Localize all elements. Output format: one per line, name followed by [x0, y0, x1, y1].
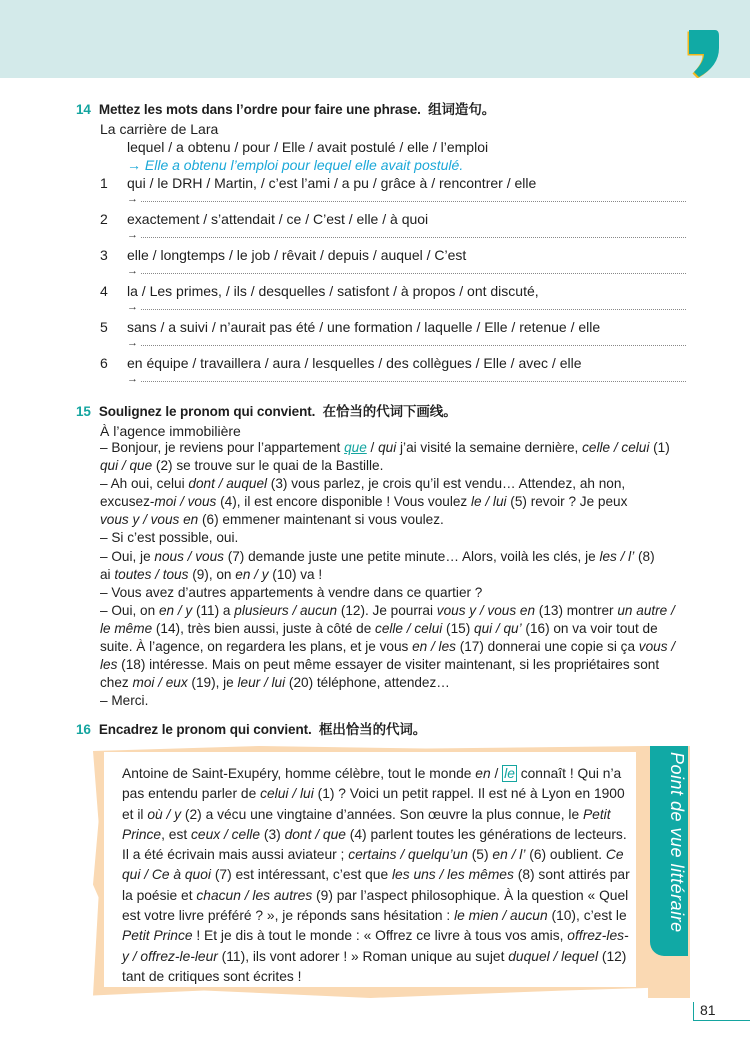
choice[interactable]: dont / auquel [188, 476, 268, 492]
exercise-instruction: Encadrez le pronom qui convient. [98, 722, 312, 737]
item-words: elle / longtemps / le job / rêvait / depuis / auquel / C’est [127, 247, 467, 263]
exercise-15-title [76, 400, 457, 420]
exercise-number: 14 [76, 102, 91, 117]
exercise-instruction-zh: 框出恰当的代词。 [318, 722, 427, 737]
choice[interactable]: en / les [412, 639, 456, 655]
choice[interactable]: nous / vous [154, 548, 224, 564]
answer-field[interactable] [127, 265, 687, 277]
choice[interactable]: qui / qu’ [474, 620, 522, 636]
choice[interactable]: duquel / lequel [508, 948, 599, 964]
dialog-text: – Bonjour, je reviens pour l’appartement que / qui j’ai visité la semaine dernière, celle / celui (1) qui / que (2) se trouve sur le quai de la Bastille. – Ah oui, celui dont / auquel (3) vous parlez, je crois qu’il est vendu… Attendez, ah non, excusez-moi / vous (4), il est encore disponible ! Vous voulez le / lui (5) revoir ? Je peux vous y / vous en (6) emmener maintenant si vous voulez. – Si c’est possible, oui. – Oui, je nous / vous (7) demande juste une petite minute… Alors, voilà les clés, je les / l’ (8) ai toutes / tous (9), on en / y (10) va ! – Vous avez d’autres appartements à vendre dans ce quartier ? – Oui, on en / y (11) a plusieurs / aucun (12). Je pourrai vous y / vous en (13) montrer un autre / le même (14), très bien aussi, juste à côté de celle / celui (15) qui / qu’ (16) on va voir tout de suite. À l’agence, on regardera les plans, et je vous en / les (17) donnerai une copie si ça vous / les (18) intéresse. Mais on peut même essayer de visiter maintenant, si les propriétaires sont chez moi / eux (19), je leur / lui (20) téléphone, attendez… – Merci. [100, 440, 676, 709]
underlined-answer[interactable]: que [344, 440, 367, 455]
exercise-14-subtitle: La carrière de Lara [100, 121, 219, 137]
arrow-icon: → [127, 337, 138, 349]
answer-field[interactable] [127, 301, 687, 313]
arrow-icon: → [127, 229, 138, 241]
book-title: Petit Prince [122, 806, 611, 842]
exercise-instruction: Mettez les mots dans l’ordre pour faire une phrase. [98, 102, 421, 117]
choice[interactable]: vous / [638, 639, 676, 655]
choice[interactable]: vous y / vous en [436, 602, 536, 618]
choice[interactable]: toutes / tous [114, 566, 189, 582]
item-words: qui / le DRH / Martin, / c’est l’ami / a pu / grâce à / rencontrer / elle [127, 175, 537, 191]
exercise-14-title [76, 98, 495, 118]
choice[interactable]: dont / que [284, 826, 346, 842]
item-number: 4 [100, 283, 108, 299]
choice[interactable]: qui [378, 440, 397, 455]
choice[interactable]: celui / lui [260, 786, 314, 802]
choice[interactable]: moi / eux [132, 675, 188, 691]
book-title: Petit Prince [122, 928, 193, 944]
exercise-15-subtitle: À l’agence immobilière [100, 423, 241, 439]
arrow-icon: → [127, 301, 138, 313]
exercise-16-title [76, 718, 426, 738]
side-tab-label: Point de vue littéraire [667, 752, 687, 933]
item-words: exactement / s’attendait / ce / C’est / elle / à quoi [127, 211, 429, 227]
exercise-instruction: Soulignez le pronom qui convient. [98, 404, 316, 419]
boxed-answer[interactable]: le [504, 766, 515, 781]
answer-field[interactable] [127, 193, 687, 205]
choice[interactable]: les [100, 657, 118, 673]
choice[interactable]: où / y [147, 806, 182, 822]
item-number: 5 [100, 319, 108, 335]
header-band [0, 0, 750, 78]
choice[interactable]: le / lui [471, 494, 507, 510]
answer-field[interactable] [127, 229, 687, 241]
quote-mark-icon [685, 28, 725, 78]
choice[interactable]: plusieurs / aucun [234, 602, 338, 618]
literary-text: Antoine de Saint-Exupéry, homme célèbre, tout le monde en / le connaît ! Qui n’a pas entendu parler de celui / lui (1) ? Voici un petit rappel. Il est né à Lyon en 1900 et il où / y (2) a vécu une vingtaine d’années. Son œuvre la plus connue, le Petit Prince, est ceux / celle (3) dont / que (4) parlent toutes les générations de lecteurs. Il a été écrivain mais aussi aviateur ; certains / quelqu’un (5) en / l’ (6) oublient. Ce qui / Ce à quoi (7) est intéressant, c’est que les uns / les mêmes (8) sont attirés par la poésie et chacun / les autres (9) par l’aspect philosophique. À la question « Quel est votre livre préféré ? », je réponds sans hésitation : le mien / aucun (10), c’est le Petit Prince ! Et je dis à tout le monde : « Offrez ce livre à tous vos amis, offrez-les-y / offrez-le-leur (11), ils vont adorer ! » Roman unique au sujet duquel / lequel (12) tant de critiques sont écrites ! [122, 766, 630, 984]
choice[interactable]: ceux / celle [191, 826, 261, 842]
choice[interactable]: en / l’ [492, 847, 526, 863]
example-answer: → Elle a obtenu l’emploi pour lequel elle avait postulé. [127, 157, 464, 173]
example-words: lequel / a obtenu / pour / Elle / avait postulé / elle / l’emploi [127, 139, 489, 155]
choice[interactable]: un autre / [617, 602, 675, 618]
choice[interactable]: en / y [158, 602, 193, 618]
choice[interactable]: les uns / les mêmes [391, 867, 514, 883]
exercise-instruction-zh: 在恰当的代词下画线。 [322, 404, 457, 419]
answer-field[interactable] [127, 337, 687, 349]
answer-field[interactable] [127, 373, 687, 385]
choice[interactable]: leur / lui [237, 675, 286, 691]
exercise-number: 16 [76, 722, 91, 737]
choice[interactable]: celle / celui [582, 440, 650, 455]
exercise-instruction-zh: 组词造句。 [428, 102, 496, 117]
arrow-icon: → [127, 373, 138, 385]
choice[interactable]: certains / quelqu’un [348, 847, 468, 863]
arrow-icon: → [127, 265, 138, 277]
choice[interactable]: le même [100, 620, 153, 636]
choice[interactable]: le mien / aucun [454, 908, 548, 924]
choice[interactable]: moi / vous [154, 494, 217, 510]
choice[interactable]: en / y [235, 566, 269, 582]
item-words: en équipe / travaillera / aura / lesquelles / des collègues / Elle / avec / elle [127, 355, 582, 371]
item-words: la / Les primes, / ils / desquelles / satisfont / à propos / ont discuté, [127, 283, 539, 299]
item-number: 3 [100, 247, 108, 263]
choice[interactable]: celle / celui [375, 620, 443, 636]
choice[interactable]: Ce qui / Ce à quoi [122, 847, 624, 883]
page-number: 81 [693, 1002, 750, 1021]
item-number: 2 [100, 211, 108, 227]
choice[interactable]: qui / que [100, 458, 153, 474]
choice[interactable]: les / l’ [599, 548, 635, 564]
choice[interactable]: vous y / vous en [100, 512, 199, 528]
item-number: 1 [100, 175, 108, 191]
choice[interactable]: chacun / les autres [196, 887, 313, 903]
item-number: 6 [100, 355, 108, 371]
item-words: sans / a suivi / n’aurait pas été / une formation / laquelle / Elle / retenue / elle [127, 319, 601, 335]
choice[interactable]: en [475, 766, 491, 781]
arrow-icon: → [127, 193, 138, 205]
choice[interactable]: offrez-les-y / offrez-le-leur [122, 928, 629, 964]
exercise-number: 15 [76, 404, 91, 419]
